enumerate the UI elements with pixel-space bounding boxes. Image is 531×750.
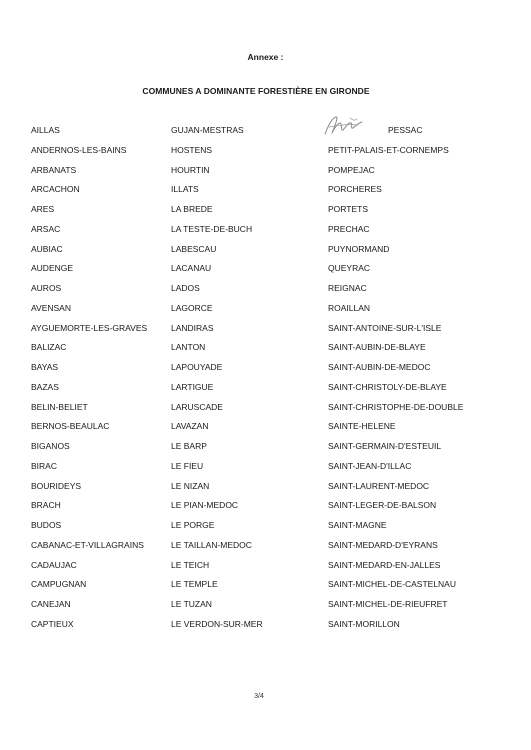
commune-row — [31, 579, 501, 599]
commune-name: LE BARP — [171, 441, 207, 451]
commune-row — [31, 520, 501, 540]
commune-name: LE TEICH — [171, 559, 210, 570]
commune-name: SAINT-MORILLON — [328, 618, 400, 629]
commune-name: HOSTENS — [171, 144, 213, 155]
commune-row — [31, 263, 501, 283]
commune-name: CAPTIEUX — [31, 618, 74, 629]
commune-name: LAPOUYADE — [171, 362, 223, 372]
commune-row — [31, 303, 501, 323]
commune-row — [31, 204, 501, 224]
commune-name: LAGORCE — [171, 302, 213, 313]
commune-name: LA TESTE-DE-BUCH — [171, 223, 253, 234]
commune-row — [31, 224, 501, 244]
commune-name: AVENSAN — [31, 302, 71, 313]
commune-name: ARES — [31, 204, 55, 214]
commune-name: SAINT-MICHEL-DE-RIEUFRET — [328, 599, 448, 609]
commune-row — [31, 560, 501, 580]
commune-row — [31, 619, 501, 639]
commune-row — [31, 441, 501, 461]
commune-name: SAINT-GERMAIN-D'ESTEUIL — [328, 441, 442, 451]
commune-name: LE TUZAN — [171, 599, 212, 609]
commune-row — [31, 244, 501, 264]
commune-row — [31, 125, 501, 145]
commune-name: AUBIAC — [31, 243, 63, 254]
commune-name: CABANAC-ET-VILLAGRAINS — [31, 539, 144, 550]
commune-name: BRACH — [31, 500, 61, 511]
commune-name: BOURIDEYS — [31, 480, 82, 491]
commune-name: ILLATS — [171, 184, 199, 195]
commune-name: BIGANOS — [31, 441, 70, 451]
commune-name: SAINT-CHRISTOLY-DE-BLAYE — [328, 381, 447, 392]
commune-name: SAINT-JEAN-D'ILLAC — [328, 460, 412, 471]
commune-name: HOURTIN — [171, 164, 210, 175]
commune-name: LE TAILLAN-MEDOC — [171, 539, 252, 550]
commune-name: ARBANATS — [31, 164, 77, 175]
commune-row — [31, 599, 501, 619]
commune-name: BIRAC — [31, 460, 57, 471]
commune-name: PETIT-PALAIS-ET-CORNEMPS — [328, 144, 449, 155]
commune-name: LA BREDE — [171, 204, 213, 214]
commune-row — [31, 184, 501, 204]
commune-name: SAINT-MEDARD-D'EYRANS — [328, 539, 438, 550]
commune-name: REIGNAC — [328, 283, 367, 293]
commune-row — [31, 421, 501, 441]
commune-name: PORTETS — [328, 204, 368, 214]
commune-name: SAINT-LAURENT-MEDOC — [328, 480, 430, 491]
commune-name: LE VERDON-SUR-MER — [171, 618, 263, 629]
commune-name: LACANAU — [171, 263, 212, 274]
commune-row — [31, 283, 501, 303]
commune-name: SAINT-MEDARD-EN-JALLES — [328, 559, 441, 570]
commune-row — [31, 323, 501, 343]
commune-name: AILLAS — [31, 125, 60, 135]
commune-name: SAINT-CHRISTOPHE-DE-DOUBLE — [328, 401, 464, 412]
commune-name: SAINT-LEGER-DE-BALSON — [328, 500, 437, 511]
commune-row — [31, 402, 501, 422]
page-number: 3/4 — [254, 693, 264, 700]
commune-name: SAINT-MAGNE — [328, 520, 387, 530]
commune-name: BERNOS-BEAULAC — [31, 421, 110, 432]
commune-name: CANEJAN — [31, 599, 71, 609]
commune-name: LE PORGE — [171, 520, 215, 530]
commune-name: PUYNORMAND — [328, 243, 390, 254]
commune-name: AUROS — [31, 283, 62, 293]
commune-row — [31, 362, 501, 382]
commune-row — [31, 481, 501, 501]
commune-name: LAVAZAN — [171, 421, 209, 432]
commune-name: BAZAS — [31, 381, 59, 392]
commune-name: LARUSCADE — [171, 401, 223, 412]
commune-name: PORCHERES — [328, 184, 382, 195]
commune-name: GUJAN-MESTRAS — [171, 125, 244, 135]
commune-name: SAINTE-HELENE — [328, 421, 396, 432]
commune-name: PRECHAC — [328, 223, 370, 234]
commune-row — [31, 145, 501, 165]
commune-name: LANTON — [171, 342, 206, 353]
commune-name: LABESCAU — [171, 243, 217, 254]
commune-name: SAINT-AUBIN-DE-MEDOC — [328, 362, 431, 372]
commune-list — [31, 125, 501, 639]
commune-name: CAMPUGNAN — [31, 579, 87, 590]
commune-name: LE NIZAN — [171, 480, 210, 491]
commune-name: BAYAS — [31, 362, 59, 372]
commune-name: BELIN-BELIET — [31, 401, 88, 412]
commune-name: LE FIEU — [171, 460, 204, 471]
commune-name: ROAILLAN — [328, 302, 371, 313]
commune-name: ARSAC — [31, 223, 61, 234]
commune-name: AUDENGE — [31, 263, 74, 274]
commune-name: POMPEJAC — [328, 164, 375, 175]
commune-name: ARCACHON — [31, 184, 80, 195]
page-title: COMMUNES A DOMINANTE FORESTIÈRE EN GIRONDE — [142, 86, 370, 96]
commune-name: AYGUEMORTE-LES-GRAVES — [31, 322, 148, 333]
commune-name: PESSAC — [388, 125, 423, 135]
commune-row — [31, 382, 501, 402]
commune-name: CADAUJAC — [31, 559, 77, 570]
commune-row — [31, 540, 501, 560]
commune-name: LADOS — [171, 283, 200, 293]
commune-name: LE TEMPLE — [171, 579, 218, 590]
commune-name: LANDIRAS — [171, 322, 214, 333]
annex-label: Annexe : — [247, 52, 284, 62]
commune-name: ANDERNOS-LES-BAINS — [31, 144, 127, 155]
commune-row — [31, 165, 501, 185]
commune-row — [31, 500, 501, 520]
commune-name: SAINT-AUBIN-DE-BLAYE — [328, 342, 426, 353]
commune-name: LARTIGUE — [171, 381, 214, 392]
commune-name: SAINT-ANTOINE-SUR-L'ISLE — [328, 322, 442, 333]
commune-row — [31, 342, 501, 362]
commune-name: SAINT-MICHEL-DE-CASTELNAU — [328, 579, 456, 590]
commune-name: BUDOS — [31, 520, 62, 530]
commune-row — [31, 461, 501, 481]
commune-name: BALIZAC — [31, 342, 67, 353]
commune-name: LE PIAN-MEDOC — [171, 500, 239, 511]
commune-name: QUEYRAC — [328, 263, 371, 274]
